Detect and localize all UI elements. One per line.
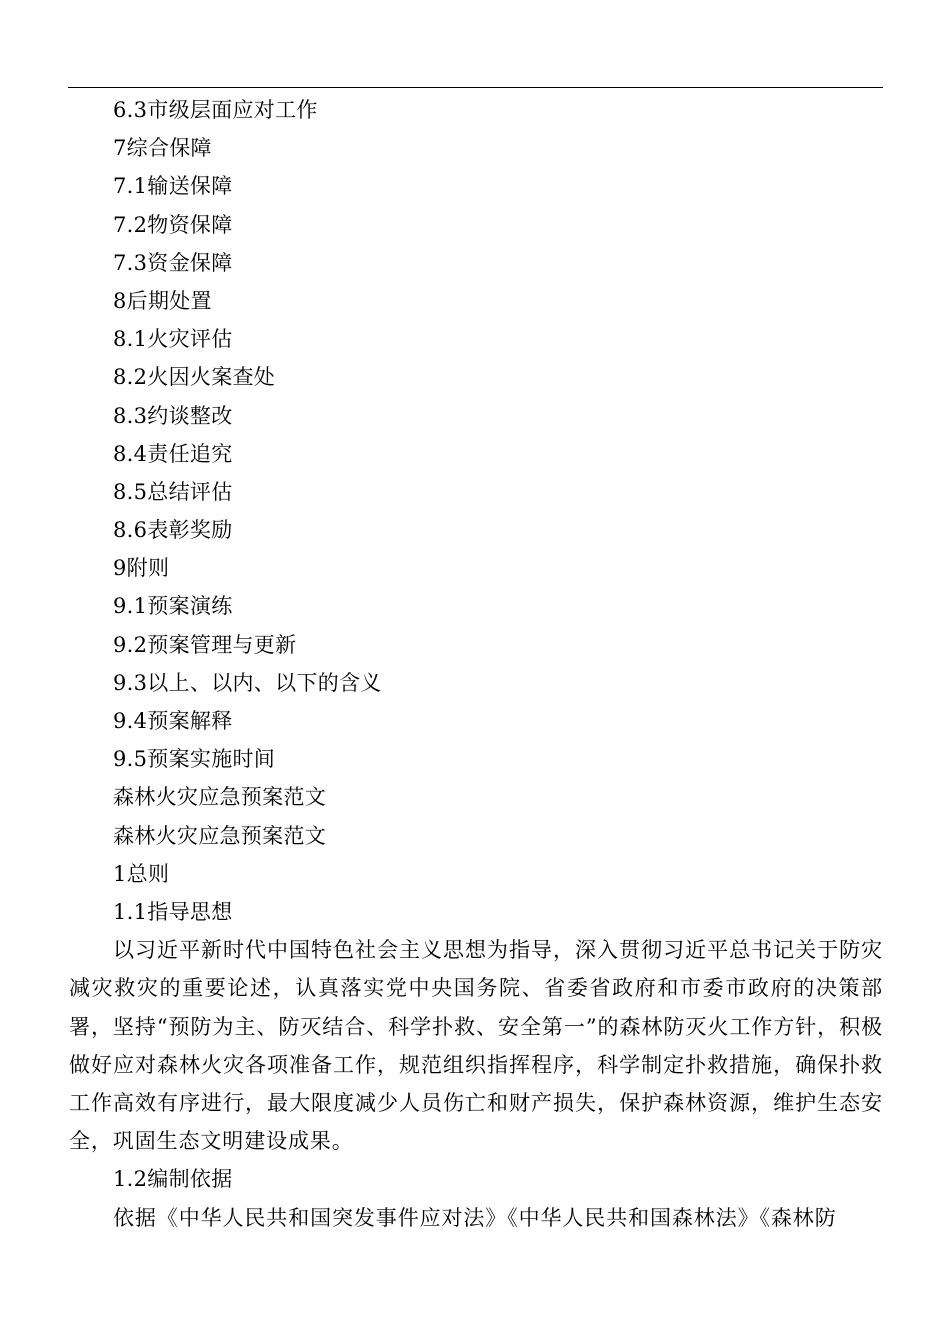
toc-line: 8.3约谈整改 — [113, 403, 233, 428]
document-title-repeat: 森林火灾应急预案范文 — [113, 823, 326, 848]
subsection-heading: 1.1指导思想 — [113, 899, 233, 924]
toc-line: 8.1火灾评估 — [113, 327, 233, 352]
document-body — [69, 91, 883, 1237]
toc-line: 9附则 — [113, 556, 170, 581]
toc-line: 8后期处置 — [113, 288, 212, 313]
toc-line: 8.6表彰奖励 — [113, 518, 233, 543]
toc-line: 8.2火因火案查处 — [113, 365, 276, 390]
toc-line: 6.3市级层面应对工作 — [113, 98, 318, 122]
toc-line: 9.4预案解释 — [113, 709, 233, 733]
toc-line: 9.3以上、以内、以下的含义 — [113, 670, 382, 695]
toc-line: 9.2预案管理与更新 — [113, 632, 297, 657]
body-paragraph: 以习近平新时代中国特色社会主义思想为指导，深入贯彻习近平总书记关于防灾减灾救灾的重要论述，认真落实党中央国务院、省委省政府和市委市政府的决策部署，坚持“预防为主、防灭结合、科学扑救、安全第一”的森林防灭火工作方针，积极做好应对森林火灾各项准备工作，规范组织指挥程序，科学制定扑救措施，确保扑救工作高效有序进行，最大限度减少人员伤亡和财产损失，保护森林资源，维护生态安全，巩固生态文明建设成果。 — [69, 938, 883, 1154]
toc-line: 8.4责任追究 — [113, 441, 233, 466]
subsection-heading: 1.2编制依据 — [113, 1167, 233, 1192]
body-paragraph: 依据《中华人民共和国突发事件应对法》《中华人民共和国森林法》《森林防 — [113, 1205, 837, 1230]
section-heading: 1总则 — [113, 861, 170, 886]
document-title: 森林火灾应急预案范文 — [113, 785, 326, 810]
toc-line: 7.3资金保障 — [113, 250, 233, 275]
toc-line: 9.5预案实施时间 — [113, 747, 276, 772]
toc-line: 7.2物资保障 — [113, 212, 233, 237]
toc-line: 8.5总结评估 — [113, 479, 233, 504]
toc-line: 7.1输送保障 — [113, 174, 233, 199]
toc-line: 7综合保障 — [113, 136, 212, 161]
header-rule — [68, 87, 883, 88]
toc-line: 9.1预案演练 — [113, 594, 233, 619]
